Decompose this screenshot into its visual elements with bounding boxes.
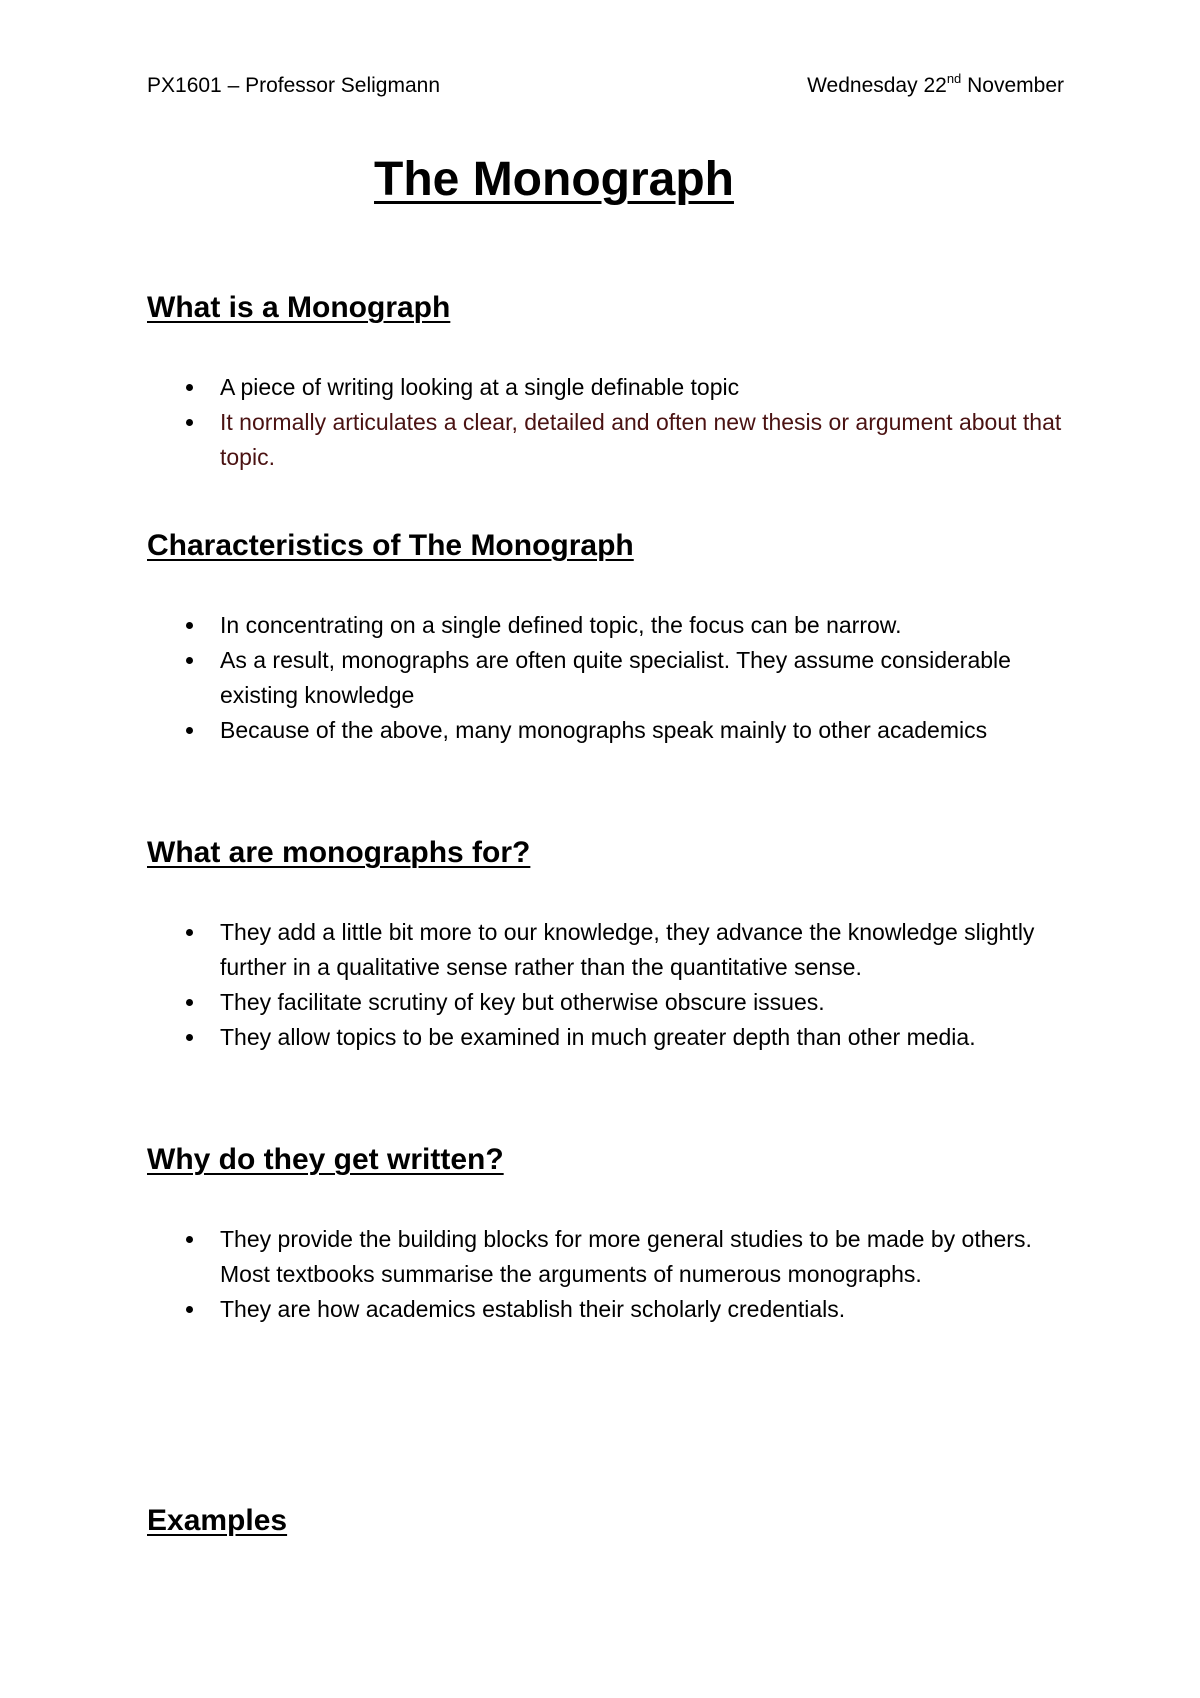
document-title: The Monograph: [374, 153, 734, 206]
section-heading: Examples: [147, 1504, 288, 1537]
date-month: November: [967, 74, 1064, 97]
list-item: They are how academics establish their scholarly credentials.: [147, 1292, 1077, 1327]
list-item: In concentrating on a single defined topic, the focus can be narrow.: [147, 608, 1077, 643]
bullet-list: [147, 370, 1077, 475]
list-item: They add a little bit more to our knowledge, they advance the knowledge slightly further in a qualitative sense rather than the quantitative sense.: [147, 915, 1077, 985]
section-what-is: [147, 290, 1077, 475]
date-day: Wednesday 22: [807, 74, 947, 97]
section-heading: Characteristics of The Monograph: [147, 529, 634, 562]
list-item: A piece of writing looking at a single definable topic: [147, 370, 1077, 405]
list-item: They facilitate scrutiny of key but otherwise obscure issues.: [147, 985, 1077, 1020]
list-item: They provide the building blocks for more general studies to be made by others. Most textbooks summarise the arguments of numerous monographs.: [147, 1222, 1077, 1292]
section-heading: What are monographs for?: [147, 836, 531, 869]
section-heading: Why do they get written?: [147, 1143, 504, 1176]
bullet-list: [147, 915, 1077, 1055]
section-why-written: [147, 1142, 1077, 1327]
course-header: PX1601 – Professor Seligmann: [147, 74, 441, 97]
list-item: Because of the above, many monographs speak mainly to other academics: [147, 713, 1077, 748]
section-heading: What is a Monograph: [147, 291, 451, 324]
section-purpose: [147, 835, 1077, 1055]
section-examples: [147, 1503, 1077, 1539]
list-item: As a result, monographs are often quite specialist. They assume considerable existing knowledge: [147, 643, 1077, 713]
date-ordinal-suffix: nd: [946, 71, 962, 86]
list-item: They allow topics to be examined in much greater depth than other media.: [147, 1020, 1077, 1055]
bullet-list: [147, 1222, 1077, 1327]
lecture-date: [807, 71, 1064, 98]
bullet-list: [147, 608, 1077, 748]
section-characteristics: [147, 528, 1077, 748]
list-item: It normally articulates a clear, detailed and often new thesis or argument about that topic.: [147, 405, 1077, 475]
